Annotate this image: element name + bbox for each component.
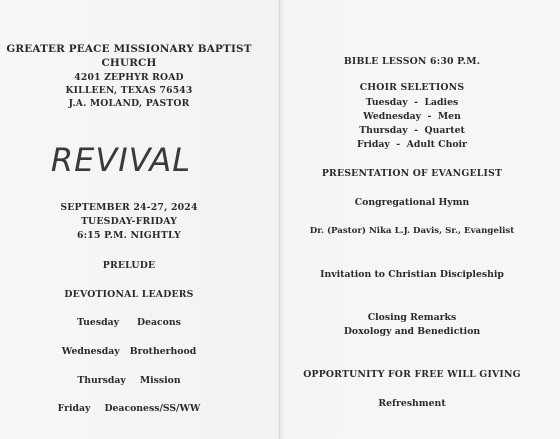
closing-remarks: Closing Remarks [367, 312, 457, 323]
devotional-leader: Deacons [137, 317, 181, 328]
devotional-day: Thursday [77, 375, 126, 386]
choir-item: Tuesday - Ladies [365, 97, 459, 108]
devotional-row [0, 346, 258, 357]
devotional-leader: Brotherhood [129, 346, 197, 357]
church-name-line-2: CHURCH [101, 57, 157, 69]
doxology: Doxology and Benediction [343, 326, 481, 337]
devotional-row [0, 375, 258, 386]
devotional-row [0, 403, 258, 414]
choir-item: Friday - Adult Choir [357, 139, 467, 150]
giving-heading: OPPORTUNITY FOR FREE WILL GIVING [303, 369, 521, 380]
revival-time: 6:15 P.M. NIGHTLY [77, 230, 181, 241]
devotional-day: Friday [57, 403, 91, 414]
choir-item: Thursday - Quartet [359, 125, 465, 136]
church-address: 4201 ZEPHYR ROAD [74, 72, 184, 83]
revival-title: REVIVAL [50, 141, 192, 179]
church-city: KILLEEN, TEXAS 76543 [65, 85, 193, 96]
prelude-heading: PRELUDE [102, 260, 156, 271]
presentation-heading: PRESENTATION OF EVANGELIST [321, 168, 503, 179]
revival-dates: SEPTEMBER 24-27, 2024 [60, 202, 198, 213]
church-name: GREATER PEACE MISSIONARY BAPTIST [6, 43, 252, 55]
invitation: Invitation to Christian Discipleship [320, 269, 504, 280]
choir-item: Wednesday - Men [363, 111, 461, 122]
evangelist: Dr. (Pastor) Nika L.J. Davis, Sr., Evangelist [309, 226, 515, 236]
right-panel [280, 0, 544, 439]
hymn: Congregational Hymn [354, 197, 470, 208]
devotional-leader: Mission [139, 375, 181, 386]
devotional-day: Wednesday [61, 346, 120, 357]
left-panel [0, 0, 258, 439]
devotional-leader: Deaconess/SS/WW [104, 403, 201, 414]
choir-heading: CHOIR SELETIONS [359, 82, 465, 93]
devotional-row [0, 317, 258, 328]
bible-lesson: BIBLE LESSON 6:30 P.M. [343, 56, 481, 67]
pastor-name: J.A. MOLAND, PASTOR [68, 98, 190, 109]
devotional-heading: DEVOTIONAL LEADERS [64, 289, 194, 300]
revival-days: TUESDAY-FRIDAY [80, 216, 178, 227]
devotional-day: Tuesday [77, 317, 120, 328]
refreshment: Refreshment [378, 398, 446, 409]
